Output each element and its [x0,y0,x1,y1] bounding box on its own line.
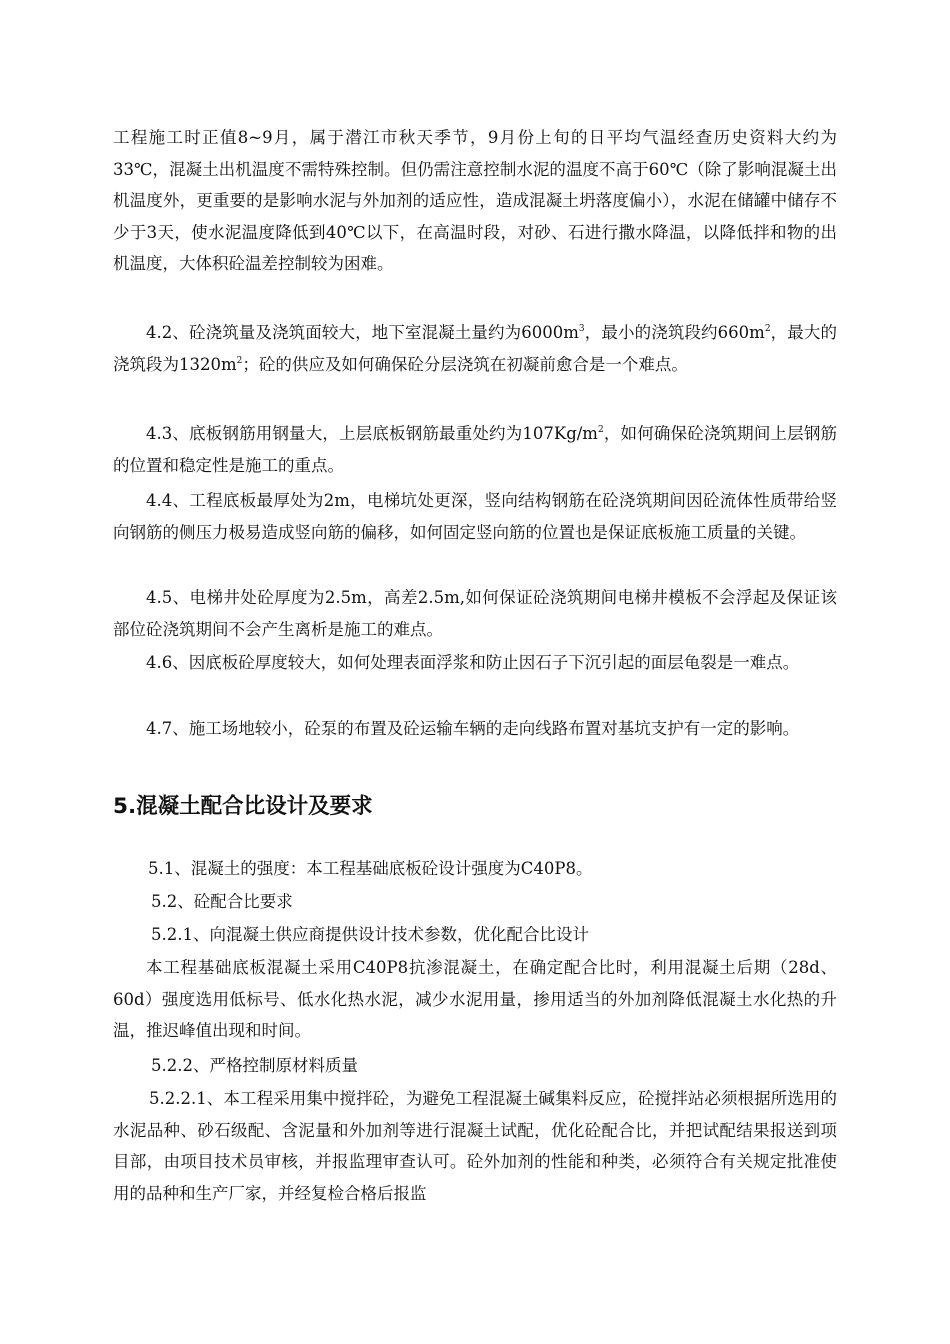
paragraph-intro: 工程施工时正值8~9月，属于潜江市秋天季节，9月份上旬的日平均气温经查历史资料大约为33℃，混凝土出机温度不需特殊控制。但仍需注意控制水泥的温度不高于60℃（除了影响混凝土出机温度外，更重要的是影响水泥与外加剂的适应性，造成混凝土坍落度偏小），水泥在储罐中储存不少于3天，使水泥温度降低到40℃以下，在高温时段，对砂、石进行撒水降温，以降低拌和物的出机温度，大体积砼温差控制较为困难。 [113,128,837,273]
text-run: ，如何确保砼浇筑期间上层钢筋的位置和稳定性是施工的重点。 [113,424,838,475]
superscript: 3 [578,324,585,334]
superscript: 2 [236,355,243,366]
text-run: 4.3、底板钢筋用钢量大，上层底板钢筋最重处约为107Kg/m [146,424,598,443]
text-run: 4.2、砼浇筑量及浇筑面较大，地下室混凝土量约为6000m [146,323,579,342]
paragraph-5-2-2-1: 5.2.2.1、本工程采用集中搅拌砼，为避免工程混凝土碱集料反应，砼搅拌站必须根据所选用的水泥品种、砂石级配、含泥量和外加剂等进行混凝土试配，优化砼配合比，并把试配结果报送到项目部，由项目技术员审核，并报监理审查认可。砼外加剂的性能和种类，必须符合有关规定批准使用的品种和生产厂家，并经复检合格后报监 [113,1089,837,1203]
paragraph-4-6: 4.6、因底板砼厚度较大，如何处理表面浮浆和防止因石子下沉引起的面层龟裂是一难点。 [146,653,800,672]
paragraph-4-5: 4.5、电梯井处砼厚度为2.5m，高差2.5m,如何保证砼浇筑期间电梯井模板不会浮起及保证该部位砼浇筑期间不会产生离析是施工的难点。 [113,588,837,639]
superscript: 2 [597,425,604,435]
paragraph-4-4: 4.4、工程底板最厚处为2m，电梯坑处更深，竖向结构钢筋在砼浇筑期间因砼流体性质带给竖向钢筋的侧压力极易造成竖向筋的偏移，如何固定竖向筋的位置也是保证底板施工质量的关键。 [113,491,837,542]
paragraph-5-2-2: 5.2.2、严格控制原材料质量 [151,1056,358,1075]
text-run: ；砼的供应及如何确保砼分层浇筑在初凝前愈合是一个难点。 [242,354,688,374]
paragraph-4-3 [113,418,837,481]
paragraph-5-1: 5.1、混凝土的强度：本工程基础底板砼设计强度为C40P8。 [148,859,593,878]
text-run: ，最大的浇筑段为1320m [113,323,838,374]
section-heading-5: 5.混凝土配合比设计及要求 [113,794,373,819]
paragraph-5-2-1: 5.2.1、向混凝土供应商提供设计技术参数，优化配合比设计 [151,925,589,944]
superscript: 2 [764,324,771,334]
paragraph-4-2 [113,317,837,380]
paragraph-5-2-1-body: 本工程基础底板混凝土采用C40P8抗渗混凝土，在确定配合比时，利用混凝土后期（28d、60d）强度选用低标号、低水化热水泥，减少水泥用量，掺用适当的外加剂降低混凝土水化热的升温，推迟峰值出现和时间。 [113,958,837,1040]
paragraph-5-2: 5.2、砼配合比要求 [151,892,293,911]
paragraph-4-7: 4.7、施工场地较小，砼泵的布置及砼运输车辆的走向线路布置对基坑支护有一定的影响。 [146,719,800,738]
text-run: ，最小的浇筑段约660m [584,323,765,342]
